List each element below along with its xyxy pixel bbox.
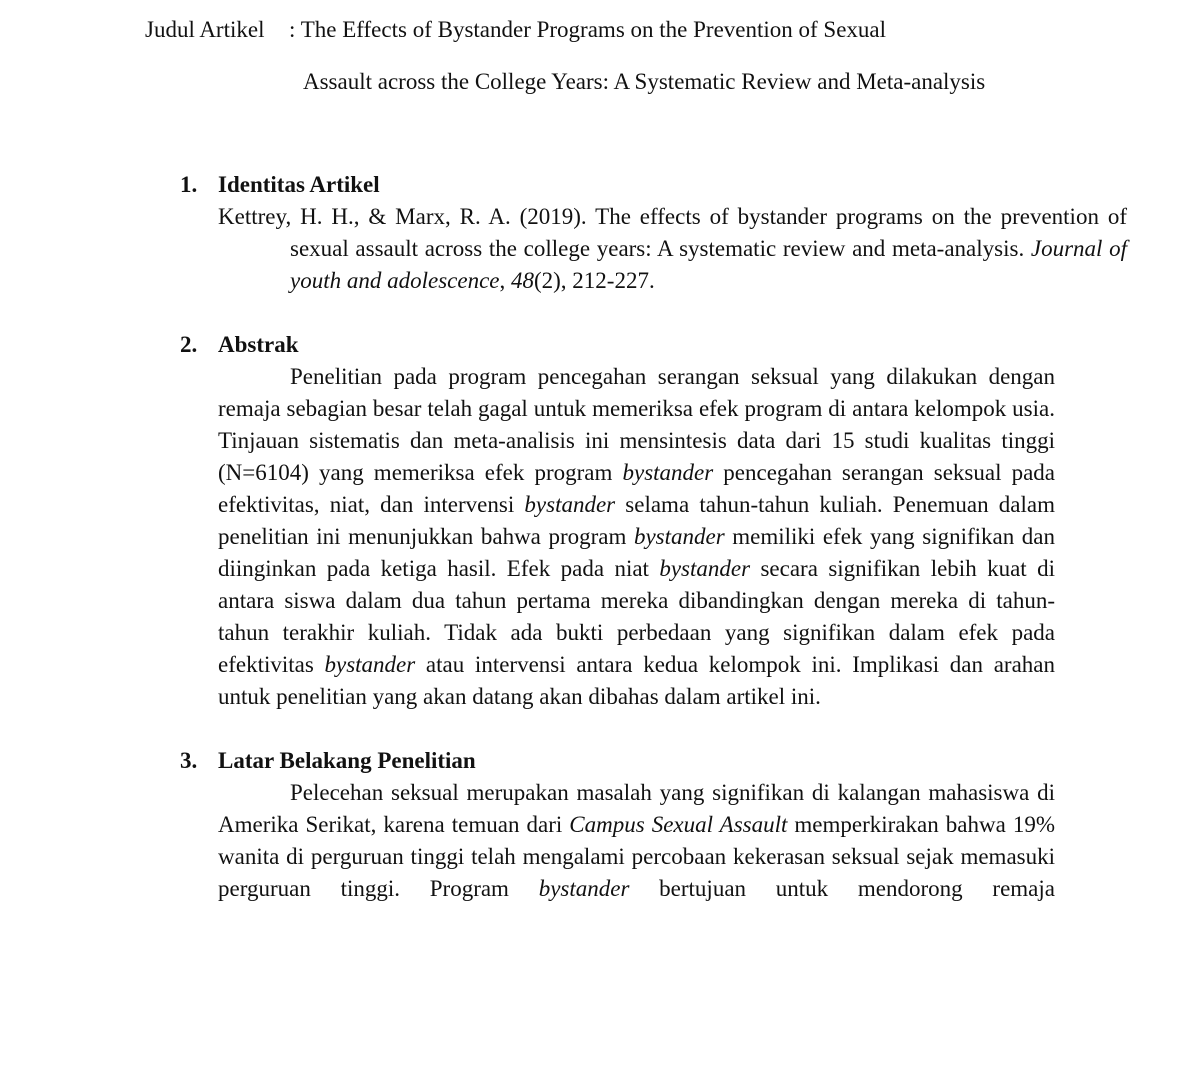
italic-term: bystander xyxy=(622,460,714,485)
italic-term: bystander xyxy=(633,524,725,549)
section-number: 3. xyxy=(180,748,198,773)
italic-term: bystander xyxy=(659,556,751,581)
section-title: Identitas Artikel xyxy=(218,172,380,197)
section-number: 2. xyxy=(180,332,198,357)
section-heading xyxy=(180,169,1055,201)
title-label: Judul Artikel xyxy=(145,17,265,42)
section-title: Abstrak xyxy=(218,332,299,357)
section-latar-belakang xyxy=(180,745,1055,905)
citation-separator: , xyxy=(499,268,511,293)
italic-term: Campus Sexual Assault xyxy=(569,812,788,837)
abstract-paragraph xyxy=(218,361,1055,713)
text-run: memiliki efek yang signifikan dan diinginkan pada ketiga hasil. Efek pada niat xyxy=(218,524,1056,581)
section-abstrak xyxy=(180,329,1055,713)
text-run: bertujuan untuk mendorong remaja xyxy=(629,876,1055,901)
text-run: memperkirakan bahwa 19% wanita di perguruan tinggi telah mengalami percobaan kekerasan seksual sejak memasuki perguruan tinggi. Program xyxy=(218,812,1055,901)
italic-term: bystander xyxy=(524,492,616,517)
text-run: Penelitian pada program pencegahan serangan seksual yang dilakukan dengan remaja sebagian besar telah gagal untuk memeriksa efek program di antara kelompok usia. Tinjauan sistematis dan meta-analisis ini mensintesis data dari 15 studi kualitas tinggi (N=6104) yang memeriksa efek program xyxy=(218,364,1055,485)
text-run: secara signifikan lebih kuat di antara siswa dalam dua tahun pertama mereka dibandingkan dengan mereka di tahun-tahun terakhir kuliah. Tidak ada bukti perbedaan yang signifikan dalam efek pada efektivitas xyxy=(218,556,1055,677)
text-run: selama tahun-tahun kuliah. Penemuan dalam penelitian ini menunjukkan bahwa program xyxy=(218,492,1055,549)
article-title-line-2: Assault across the College Years: A Systematic Review and Meta-analysis xyxy=(303,69,986,94)
italic-term: bystander xyxy=(538,876,630,901)
background-paragraph xyxy=(218,777,1055,905)
section-heading xyxy=(180,745,1055,777)
text-run: atau intervensi antara kedua kelompok ini. Implikasi dan arahan untuk penelitian yang akan datang akan dibahas dalam artikel ini. xyxy=(218,652,1055,709)
citation-issue-pages: (2), 212-227. xyxy=(533,268,655,293)
citation-journal: Journal of youth and adolescence xyxy=(290,236,1127,293)
text-run: pencegahan serangan seksual pada efektivitas, niat, dan intervensi xyxy=(218,460,1055,517)
article-title-line-1: : The Effects of Bystander Programs on the Prevention of Sexual xyxy=(289,17,887,42)
citation-volume: 48 xyxy=(510,268,534,293)
section-identitas-artikel xyxy=(180,169,1127,297)
section-title: Latar Belakang Penelitian xyxy=(218,748,476,773)
section-heading xyxy=(180,329,1055,361)
section-number: 1. xyxy=(180,172,198,197)
citation-authors-title: Kettrey, H. H., & Marx, R. A. (2019). The effects of bystander programs on the prevention of sexual assault across the college years: A systematic review and meta-analysis. xyxy=(218,204,1127,261)
italic-term: bystander xyxy=(324,652,416,677)
citation xyxy=(218,201,1127,297)
text-run: Pelecehan seksual merupakan masalah yang signifikan di kalangan mahasiswa di Amerika Serikat, karena temuan dari xyxy=(218,780,1055,837)
